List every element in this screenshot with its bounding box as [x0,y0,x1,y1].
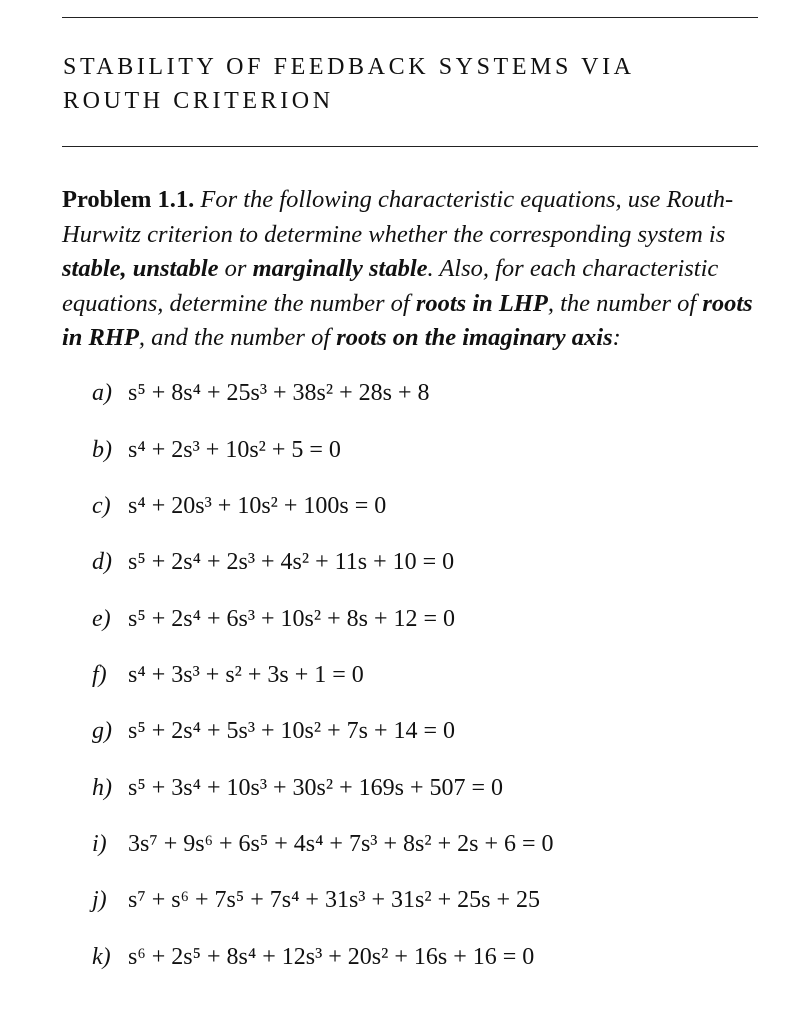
section-title-line-1: STABILITY OF FEEDBACK SYSTEMS VIA [63,54,635,80]
term-roots-rhp: roots in RHP [62,289,753,351]
equation-item [92,435,341,465]
equation-item [92,829,554,859]
equation-item [92,942,534,972]
equation-label: h) [92,775,112,801]
equation-expression: s⁴ + 3s³ + s² + 3s + 1 = 0 [128,662,364,688]
top-rule [62,17,758,18]
equation-item [92,604,455,634]
equation-item [92,660,364,690]
term-stable-unstable: stable, unstable [62,255,219,282]
equation-expression: 3s⁷ + 9s⁶ + 6s⁵ + 4s⁴ + 7s³ + 8s² + 2s + 6 = 0 [128,831,554,857]
equation-item [92,716,455,746]
problem-text-5: , and the number of [138,324,331,351]
equation-label: a) [92,380,112,406]
term-roots-imaginary-axis: roots on the imaginary axis [336,324,613,351]
equation-expression: s⁵ + 2s⁴ + 6s³ + 10s² + 8s + 12 = 0 [128,606,456,632]
equation-expression: s⁶ + 2s⁵ + 8s⁴ + 12s³ + 20s² + 16s + 16 = 0 [128,944,535,970]
problem-label: Problem 1.1. [62,186,195,213]
equation-label: g) [92,718,112,744]
equation-expression: s⁵ + 2s⁴ + 2s³ + 4s² + 11s + 10 = 0 [128,549,455,575]
equation-expression: s⁵ + 3s⁴ + 10s³ + 30s² + 169s + 507 = 0 [128,775,504,801]
term-roots-lhp: roots in LHP [415,289,548,317]
equation-item [92,547,454,577]
equation-expression: s⁷ + s⁶ + 7s⁵ + 7s⁴ + 31s³ + 31s² + 25s + 25 [128,887,540,913]
equation-expression: s⁴ + 20s³ + 10s² + 100s = 0 [128,493,387,519]
equation-label: i) [92,831,107,857]
section-title-line-2: ROUTH CRITERION [63,88,334,114]
equation-label: e) [92,606,111,632]
bottom-rule [62,146,758,147]
problem-text-6: : [612,324,621,351]
equation-label: f) [92,662,107,688]
term-marginally-stable: marginally stable [252,255,428,282]
equation-item [92,491,386,521]
equation-expression: s⁵ + 2s⁴ + 5s³ + 10s² + 7s + 14 = 0 [128,718,456,744]
equation-expression: s⁵ + 8s⁴ + 25s³ + 38s² + 28s + 8 [128,380,430,406]
equation-item [92,378,430,408]
equation-item [92,773,503,803]
problem-text-4: , the number of [547,289,697,317]
equation-item [92,885,540,915]
problem-text-2: or [224,255,247,282]
equation-label: d) [92,549,112,575]
equation-expression: s⁴ + 2s³ + 10s² + 5 = 0 [128,437,341,463]
equation-label: k) [92,944,111,970]
problem-text-1: For the following characteristic equations, use Routh-Hurwitz criterion to determine whether the corresponding system is [62,186,734,248]
problem-text-3: . Also, for each characteristic equations, determine the number of [62,255,719,317]
equation-label: c) [92,493,111,519]
equation-label: j) [92,887,107,913]
equation-label: b) [92,437,112,463]
problem-statement [62,183,762,356]
